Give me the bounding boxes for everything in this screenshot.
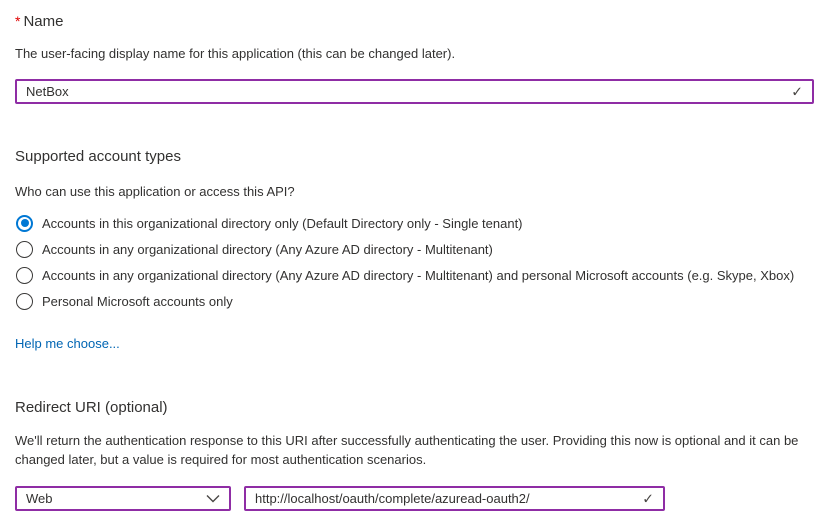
chevron-down-icon [206,494,220,503]
help-me-choose-link[interactable]: Help me choose... [15,336,120,351]
redirect-uri-description: We'll return the authentication response to this URI after successfully authenticating the user. Providing this now is optional and it can be changed later, but a value is required for most authentication scenarios. [15,433,799,467]
name-input[interactable] [17,81,812,102]
account-type-option-label: Accounts in any organizational directory (Any Azure AD directory - Multitenant) and personal Microsoft accounts (e.g. Skype, Xbox) [42,267,795,283]
radio-selected-icon[interactable] [16,215,33,232]
account-type-option-personal-only[interactable] [15,288,814,314]
account-type-option-multitenant-personal[interactable] [15,262,814,288]
radio-unselected-icon[interactable] [16,241,33,258]
account-type-option-multitenant[interactable] [15,236,814,262]
redirect-uri-input[interactable] [246,488,663,509]
redirect-uri-title: Redirect URI (optional) [15,399,168,416]
account-type-option-label: Accounts in any organizational directory (Any Azure AD directory - Multitenant) [42,241,493,257]
account-types-title: Supported account types [15,148,181,165]
platform-select-value: Web [26,491,53,506]
name-description: The user-facing display name for this application (this can be changed later). [15,46,456,61]
account-types-question: Who can use this application or access this API? [15,184,295,199]
platform-select[interactable] [15,486,231,511]
name-field-wrapper [15,79,814,104]
redirect-uri-row [15,486,814,511]
name-title-text: Name [23,13,64,30]
radio-unselected-icon[interactable] [16,293,33,310]
required-asterisk: * [15,13,21,29]
redirect-uri-field-wrapper [244,486,665,511]
radio-unselected-icon[interactable] [16,267,33,284]
account-type-option-single-tenant[interactable] [15,210,814,236]
account-type-option-label: Accounts in this organizational directory only (Default Directory only - Single tenant) [42,215,523,231]
name-section-title [15,0,814,32]
account-type-option-label: Personal Microsoft accounts only [42,293,233,309]
account-type-options [15,210,814,314]
checkmark-icon: ✓ [791,82,803,99]
checkmark-icon: ✓ [642,489,654,506]
